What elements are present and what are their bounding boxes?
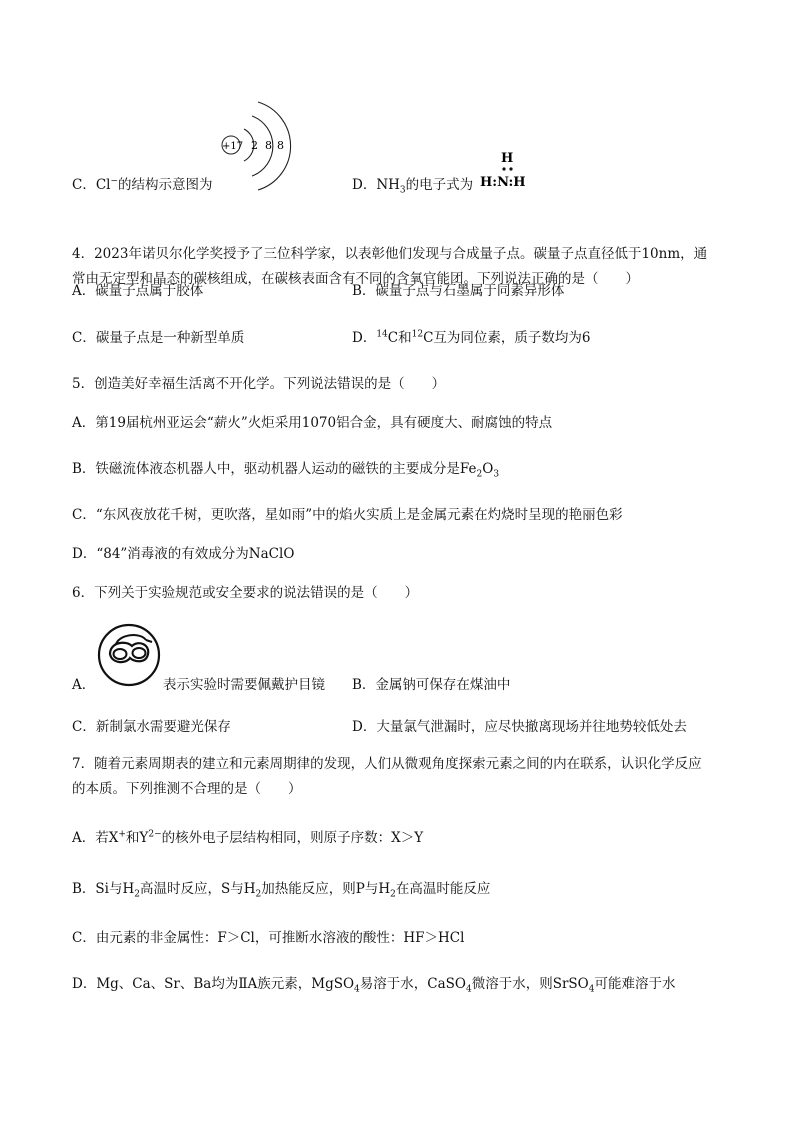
option-label: D．: [352, 177, 377, 193]
option-text: 在高温时能反应: [395, 881, 491, 897]
q7-stem-line2: 的本质。下列推测不合理的是（ ）: [72, 781, 302, 797]
option-label: D．: [352, 330, 377, 346]
q6-stem: 6．下列关于实验规范或安全要求的说法错误的是（ ）: [72, 585, 419, 601]
formula-subscript: 2: [134, 889, 140, 900]
shell-arc-3: [258, 102, 291, 190]
q4-stem-line1: 4．2023年诺贝尔化学奖授予了三位科学家，以表彰他们发现与合成量子点。碳量子点直径低于10nm，通: [72, 246, 708, 262]
formula-subscript: 4: [465, 984, 472, 995]
q7-option-c: C．由元素的非金属性：F＞Cl，可推断水溶液的酸性：HF＞HCl: [72, 930, 465, 946]
q5-option-a: A．第19届杭州亚运会“薪火”火炬采用1070铝合金，具有硬度大、耐腐蚀的特点: [72, 415, 553, 431]
q6-option-a-text: 表示实验时需要佩戴护目镜: [163, 677, 325, 693]
option-text: B．铁磁流体液态机器人中，驱动机器人运动的磁铁的主要成分是Fe: [72, 461, 477, 477]
option-text: 加热能反应，则P与H: [261, 881, 391, 897]
option-text: C互为同位素，质子数均为6: [423, 330, 591, 346]
ammonia-electron-formula: [478, 148, 538, 192]
shell-electrons-1: 2: [251, 139, 258, 152]
q4-option-b: B．碳量子点与石墨属于同素异形体: [352, 283, 565, 299]
formula-subscript: 4: [354, 984, 360, 995]
option-text: C和: [387, 330, 412, 346]
option-text: 和Y: [125, 830, 149, 846]
q5-stem: 5．创造美好幸福生活离不开化学。下列说法错误的是（ ）: [72, 376, 446, 392]
option-text: O: [482, 461, 494, 477]
nucleus-charge: +17: [222, 141, 244, 152]
option-text: 的电子式为: [405, 177, 474, 193]
electron-dot: [509, 167, 512, 170]
q4-option-a: A．碳量子点属于胶体: [72, 283, 204, 299]
q3-option-d: [352, 176, 473, 194]
q5-option-d: D．“84”消毒液的有效成分为NaClO: [72, 546, 295, 562]
formula-subscript: 2: [255, 889, 262, 900]
q6-option-c: C．新制氯水需要避光保存: [72, 719, 231, 735]
ion-charge: +: [118, 829, 126, 840]
q5-option-b: [72, 460, 499, 478]
q3-option-c: [72, 176, 213, 194]
formula: NH: [376, 177, 400, 193]
q6-option-d: D．大量氯气泄漏时，应尽快撤离现场并往地势较低处去: [352, 719, 687, 735]
ion-symbol: Cl: [95, 177, 111, 193]
option-text: B．Si与H: [72, 881, 135, 897]
shell-electrons-2: 8: [265, 139, 272, 152]
q6-option-a-label: A．: [72, 677, 96, 693]
q7-option-a: [72, 829, 423, 847]
ion-charge: −: [110, 176, 119, 187]
lewis-main-row: H:N:H: [480, 175, 526, 190]
option-text: 易溶于水，CaSO: [359, 976, 466, 992]
formula-subscript: 3: [493, 469, 500, 480]
electron-dot: [502, 167, 505, 170]
q4-option-d: [352, 329, 591, 347]
option-text: A．若X: [72, 830, 119, 846]
q7-option-d: [72, 975, 675, 993]
ion-charge: 2−: [148, 829, 162, 840]
formula-subscript: 4: [588, 984, 595, 995]
option-text: 高温时反应，S与H: [140, 881, 256, 897]
goggles-icon: [96, 622, 162, 688]
option-text: D．Mg、Ca、Sr、Ba均为ⅡA族元素，MgSO: [72, 976, 355, 992]
q4-option-c: C．碳量子点是一种新型单质: [72, 330, 245, 346]
option-label: C．: [72, 177, 96, 193]
q7-option-b: [72, 880, 490, 898]
shell-electrons-3: 8: [277, 139, 284, 152]
q6-option-b: B．金属钠可保存在煤油中: [352, 677, 511, 693]
option-text: 可能难溶于水: [594, 976, 676, 992]
chlorine-ion-structure-diagram: [214, 96, 294, 194]
lewis-top-h: H: [501, 151, 514, 166]
formula-subscript: 3: [399, 185, 406, 196]
option-text: 微溶于水，则SrSO: [471, 976, 589, 992]
q7-stem-line1: 7．随着元素周期表的建立和元素周期律的发现，人们从微观角度探索元素之间的内在联系，认识化学反应: [72, 756, 702, 772]
q4-stem-line2: 常由无定型和晶态的碳核组成，在碳核表面含有不同的含氧官能团。下列说法正确的是（ ）: [72, 271, 639, 287]
q5-option-c: C．“东风夜放花千树，更吹落，星如雨”中的焰火实质上是金属元素在灼烧时呈现的艳丽色彩: [72, 507, 623, 523]
option-text: 的核外电子层结构相同，则原子序数：X＞Y: [161, 830, 424, 846]
formula-subscript: 2: [390, 889, 396, 900]
option-text: 的结构示意图为: [118, 177, 213, 193]
mass-number: 14: [376, 329, 388, 340]
formula-subscript: 2: [476, 469, 483, 480]
mass-number: 12: [411, 329, 424, 340]
